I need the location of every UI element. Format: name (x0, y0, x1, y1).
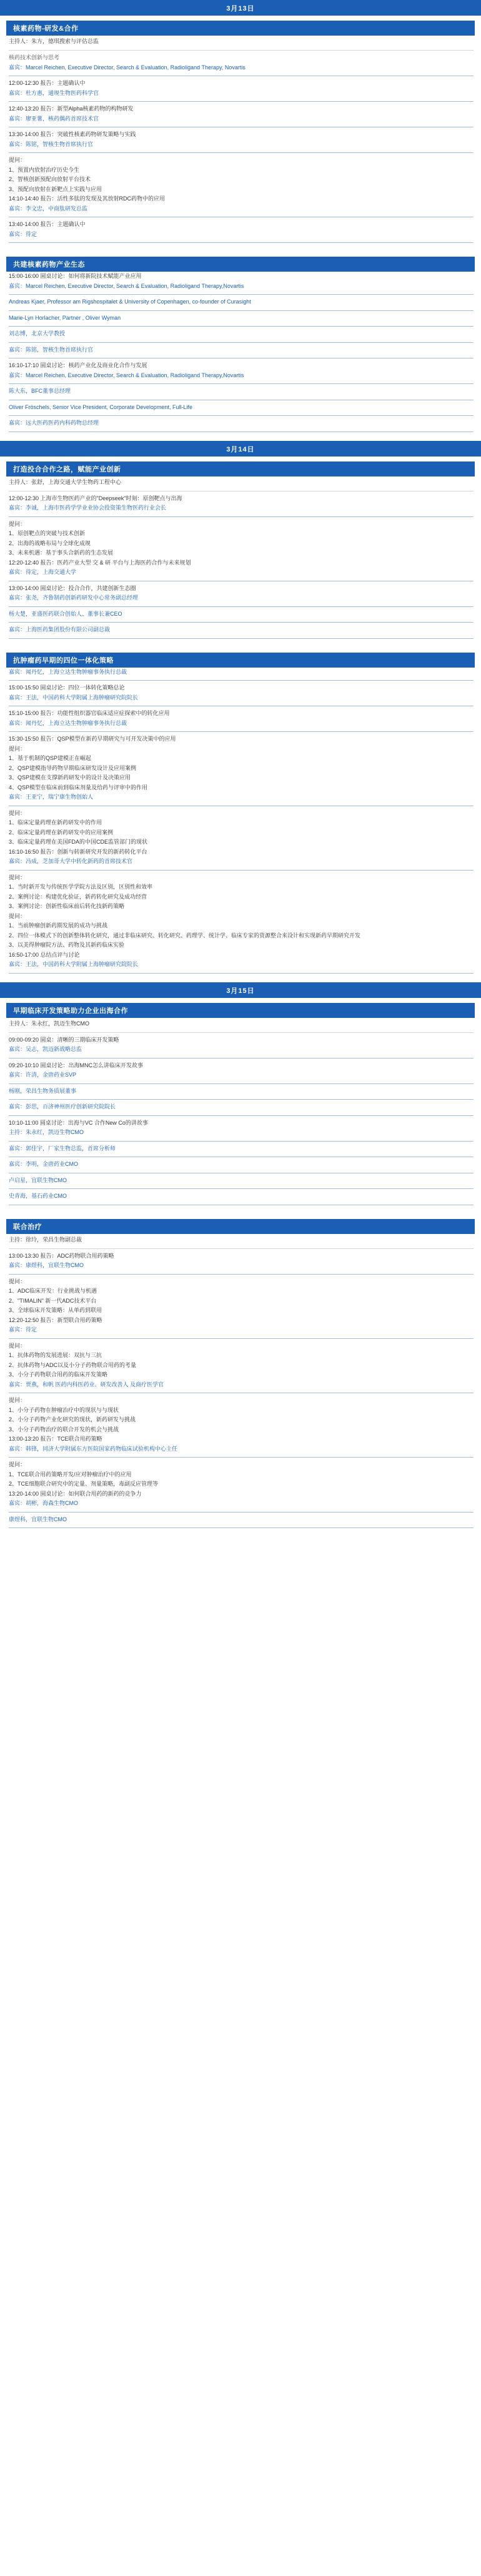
day-section (0, 461, 481, 982)
agenda-time-item: 16:10-17:10 圆桌讨论：核药产业化及商业化合作与发展 (9, 362, 147, 369)
agenda-time-item: 10:10-11:00 圆桌讨论：出海与VC 合作New Co的讲故事 (9, 1119, 148, 1126)
section-moderator: 主持：徐玲，荣昌生物副总裁 (9, 1236, 82, 1243)
divider (9, 101, 474, 102)
agenda-speaker: 嘉宾：待定 (9, 230, 37, 237)
agenda-note: 提问： (9, 1461, 26, 1468)
agenda-note: 2、出海的战略布局与全球化成规 (9, 540, 91, 546)
spacer (6, 641, 475, 648)
agenda-note: 2、TCE细胞联合研究中的定量、剂量策略，毒副反应管理等 (9, 1481, 159, 1488)
section-moderator: 主持人：张舒，上海交通大学生物药工程中心 (9, 478, 122, 485)
agenda-note: 1、抗体药物的发展进展：双抗与三抗 (9, 1352, 102, 1359)
day-section (0, 1003, 481, 1537)
divider (9, 1083, 474, 1084)
agenda-speaker: 嘉宾：王法，中国药科大学附属上海肿瘤研究院院长 (9, 961, 139, 968)
divider (9, 1338, 474, 1339)
agenda-speaker: 陈大东，BFC董事总经理 (9, 388, 71, 395)
agenda-note: 1、预置内放射治疗历史今生 (9, 166, 80, 173)
agenda-speaker: 卢启星，宜联生物CMO (9, 1177, 67, 1183)
agenda-note: 1、当时新开发与传统医学学院方法及区别，区别性和效率 (9, 884, 153, 891)
agenda-speaker: 嘉宾：康煜科，宜联生物CMO (9, 1262, 84, 1269)
divider (9, 242, 474, 243)
section-title-text: 早期临床开发策略助力企业出海合作 (9, 1003, 475, 1018)
agenda-note: 2、案例讨论：构建优化验证，新药转化研究及成功经营 (9, 893, 147, 900)
agenda-speaker: 主持：朱永红，凯迈生物CMO (9, 1129, 84, 1136)
agenda-speaker: 嘉宾：陈铭，智核生物首席执行官 (9, 346, 94, 353)
section-title-text: 联合治疗 (9, 1219, 475, 1234)
agenda-note: 3、预配向放射在新靶点上实践与应用 (9, 185, 102, 192)
agenda-time-item: 12:40-13:20 报告：新型Alpha核素药物的构物研发 (9, 106, 134, 112)
divider (9, 310, 474, 311)
divider (9, 622, 474, 623)
agenda-note: 1、基于机制的QSP建模正在崛起 (9, 755, 92, 762)
agenda-speaker: 嘉宾：王亚宁，瑞宁康生物创始人 (9, 794, 94, 801)
section-title-text: 共建核素药物产业生态 (9, 257, 475, 272)
section-title-text: 核素药物-研发&合作 (9, 21, 475, 36)
section-title (6, 1219, 475, 1234)
agenda-speaker: 嘉宾：许清，金唐药业SVP (9, 1072, 77, 1078)
divider (9, 50, 474, 51)
section-title-text: 打造投合合作之路，赋能产业创新 (9, 461, 475, 476)
agenda-time-item: 13:00-14:00 圆桌讨论：投合合作，共建创新生态圈 (9, 585, 136, 591)
divider (9, 870, 474, 871)
agenda-speaker: 刘志博，北京大学教授 (9, 330, 66, 337)
agenda-note: 提问： (9, 874, 26, 881)
agenda-note: 3、临床定量药理在美国FDA的中国CDE监管部门的现状 (9, 839, 148, 846)
agenda-speaker: 嘉宾：闻丹忆，上海立达生物肿瘤事务执行总裁 (9, 719, 127, 726)
divider (9, 516, 474, 517)
divider (9, 1274, 474, 1275)
agenda-note: 2、抗体药物与ADC以及小分子药物联合用药的考量 (9, 1361, 137, 1368)
agenda-speaker: 嘉宾：陈铭，智核生物首席执行官 (9, 141, 94, 147)
agenda-speaker: 嘉宾：Marcel Reichen, Executive Director, Search & Evaluation, Radioligand Therapy,Novartis (9, 372, 244, 378)
agenda-speaker: 嘉宾：待定，上海交通大学 (9, 569, 77, 576)
agenda-note: 1、TCE联合用药策略开发/应对肿瘤治疗中的应用 (9, 1471, 132, 1478)
section-title (6, 257, 475, 272)
agenda-time-item: 13:40-14:00 报告：主题确认中 (9, 221, 86, 228)
agenda-speaker: 杨大楚，亚盛医药联合创始人、董事长兼CEO (9, 610, 122, 617)
agenda-note: 3、以美得肿瘤院方法、药物及其新药临床实验 (9, 942, 125, 949)
date-band: 3月14日 (0, 441, 481, 456)
agenda-note: 1、当前肿瘤创新药期发展的成功与挑战 (9, 922, 108, 929)
spacer (6, 1531, 475, 1537)
divider (9, 152, 474, 153)
agenda-speaker: 嘉宾：贾燕，和帆 医药内科医药业、研发改善人 及商疗医学官 (9, 1381, 164, 1388)
agenda-note: 提问： (9, 1397, 26, 1404)
agenda-note: 2、QSP建模指导药物早期临床研发设计及应用案例 (9, 764, 137, 771)
divider (9, 1115, 474, 1116)
agenda-time-item: 14:10-14:40 报告：活性多肽的发现及其放射RDC药物中的应用 (9, 195, 166, 202)
agenda-speaker: 嘉宾：张尧，齐鲁制药创新药研发中心常务副总经理 (9, 595, 139, 601)
divider (9, 1512, 474, 1513)
divider (9, 1058, 474, 1059)
agenda-note: 提问： (9, 745, 26, 752)
agenda-speaker: 嘉宾：李诚，上海市医药学学业业协会投资策生物医药行业会长 (9, 505, 167, 511)
agenda-speaker: 嘉宾：上海医药集团股份有限公司副总裁 (9, 626, 111, 633)
agenda-note: 2、"TIMALIN" 新一代ADC技术平台 (9, 1297, 97, 1304)
divider (9, 1248, 474, 1249)
divider (9, 1141, 474, 1142)
divider (9, 1527, 474, 1528)
agenda-speaker: 嘉宾：王法，中国药科大学附属上海肿瘤研究院院长 (9, 694, 139, 701)
agenda-speaker-en: Oliver Fröschels, Senior Vice President, Corporate Development, Full-Life (9, 403, 192, 410)
agenda-speaker: 嘉宾：彭思，百济神州医疗创新研究院院长 (9, 1103, 116, 1110)
divider (9, 415, 474, 416)
agenda-note: 1、小分子药物在肿瘤治疗中的现状与与现状 (9, 1406, 119, 1413)
divider (9, 342, 474, 343)
agenda-speaker: 康煜科，宜联生物CMO (9, 1516, 67, 1522)
agenda-speaker: 嘉宾：郭佳宇，厂家生物总监，首席分析师 (9, 1145, 116, 1152)
agenda-speaker: 嘉宾：李明，金唐药业CMO (9, 1161, 78, 1168)
divider (9, 1099, 474, 1100)
agenda-time-item: 13:30-14:00 报告：突破性核素药物研发策略与实践 (9, 131, 136, 138)
agenda-note: 2、临床定量药理在新药研发中的应用案例 (9, 829, 114, 836)
agenda-time-item: 13:00-13:20 报告：TCE联合用药策略 (9, 1436, 102, 1443)
divider (9, 638, 474, 639)
agenda-time-item: 12:00-12:30 上海市生物医药产业的"Deepseek"时刻：原创靶点与出海 (9, 495, 182, 501)
divider (9, 731, 474, 732)
agenda-note: 2、四位一体模式下的创新整体转化研究，通过非临床研究、转化研究、药理学、统计学、临床专家的资源整合来设计和实现新药早期研究开发 (9, 932, 361, 939)
agenda-time-item: 12:20-12:40 报告：医药产业大型 交 & 研 平台与上海医药合作与未来规划 (9, 559, 191, 566)
spacer (6, 1208, 475, 1214)
divider (9, 1032, 474, 1033)
agenda-topic: 核药技术创新与思考 (9, 54, 60, 61)
agenda-speaker: 嘉宾：冯成，芝加哥大学中转化新药的首席技术官 (9, 858, 133, 865)
agenda-speaker: 嘉宾：韩锋，同济大学附属东方医院国家药物临床试验机构中心主任 (9, 1445, 178, 1452)
date-band: 3月13日 (0, 0, 481, 16)
divider (9, 680, 474, 681)
divider (9, 973, 474, 974)
agenda-note: 2、小分子药物产业化研究的现状，新药研发与挑战 (9, 1416, 136, 1423)
agenda-note: 提问： (9, 912, 26, 919)
agenda-speaker: 嘉宾：Marcel Reichen, Executive Director, Search & Evaluation, Radioligand Therapy,Novartis (9, 282, 244, 289)
agenda-time-item: 15:30-15:50 报告：QSP模型在新药早期研究与可开发决策中的应用 (9, 736, 176, 743)
agenda-speaker: 嘉宾：Marcel Reichen, Executive Director, Search & Evaluation, Radioligand Therapy, Novartis (9, 64, 245, 71)
agenda-time-item: 15:00-16:00 圆桌讨论：如何将新院技术赋能产业应用 (9, 273, 142, 280)
agenda-speaker: 嘉宾：闻丹忆，上海立达生物肿瘤事务执行总裁 (9, 668, 127, 675)
divider (9, 383, 474, 384)
agenda-speaker-en: Marie-Lyn Horlacher, Partner , Oliver Wyman (9, 314, 121, 321)
agenda-note: 3、小分子药物联合用药的临床开发策略 (9, 1371, 108, 1378)
divider (9, 326, 474, 327)
agenda-speaker: 嘉宾：李文忠，中商肽研发总监 (9, 205, 88, 212)
agenda-time-item: 12:20-12:50 报告：新型联合用药策略 (9, 1316, 102, 1323)
divider (9, 606, 474, 607)
divider (9, 1188, 474, 1189)
agenda-note: 3、小分子药物治疗的联合开发的机会与挑战 (9, 1426, 119, 1433)
divider (9, 294, 474, 295)
agenda-time-item: 09:20-10:10 圆桌讨论：出海MNC怎么讲临床开发故事 (9, 1062, 144, 1068)
agenda-note: 1、ADC临床开发：行业挑战与机遇 (9, 1288, 97, 1295)
agenda-note: 3、全球临床开发策略：从单药到联用 (9, 1307, 102, 1314)
agenda-note: 提问： (9, 1278, 26, 1285)
agenda-time-item: 12:00-12:30 报告：主题确认中 (9, 80, 86, 87)
agenda-time-item: 16:50-17:00 总结点评与讨论 (9, 951, 80, 958)
agenda-speaker-en: Andreas Kjaer, Professor am Rigshospitalet & University of Copenhagen, co-founder of Curasight (9, 299, 251, 305)
agenda-speaker: 嘉宾：待定 (9, 1326, 37, 1333)
spacer (6, 435, 475, 441)
agenda-note: 4、QSP模型在临床前到临床剂量及给药与评审中的作用 (9, 784, 148, 791)
agenda-note: 3、QSP建模在支撑新药研发中的设计及决策应用 (9, 774, 131, 781)
agenda-note: 2、智核创新预配向放射平台技术 (9, 176, 91, 183)
divider (9, 1457, 474, 1458)
agenda-note: 3、未来机遇：基于事头合新药的生态发展 (9, 550, 114, 556)
agenda-speaker: 史青海，基石药业CMO (9, 1193, 67, 1200)
agenda-note: 1、临床定量药理在新药研发中的作用 (9, 819, 102, 826)
agenda-time-item: 15:10-15:00 报告：功能性组织器官临床适应症探索中的转化应用 (9, 710, 170, 717)
agenda-note: 提问： (9, 1342, 26, 1349)
agenda-time-item: 13:00-13:30 报告：ADC药物联合用药策略 (9, 1252, 114, 1259)
agenda-speaker: 嘉宾：远大医药医药内科药物总经理 (9, 420, 99, 427)
agenda-time-item: 15:00-15:50 圆桌讨论：四位一体转化策略总论 (9, 684, 125, 691)
agenda-time-item: 09:00-09:20 圆桌：清晰的三期临床开发策略 (9, 1036, 119, 1043)
agenda-note: 提问： (9, 809, 26, 816)
agenda-speaker: 嘉宾：杜方惠，通规生物医药科学官 (9, 89, 99, 96)
section-title (6, 1003, 475, 1018)
section-title (6, 653, 475, 668)
day-section (0, 21, 481, 441)
section-moderator: 主持人：朱方，德琪搜索与评估总监 (9, 38, 99, 44)
agenda-speaker: 杨刚，荣昌生物务质展董事 (9, 1087, 77, 1094)
section-title-text: 抗肿瘤药早期的四位一体化策略 (9, 653, 475, 668)
agenda-time-item: 13:20-14:00 圆桌讨论：如何联合用药的新药的竞争力 (9, 1490, 142, 1497)
agenda-speaker: 嘉宾：廖亚薯，核药偶药首席技术官 (9, 115, 99, 122)
agenda-note: 提问： (9, 157, 26, 164)
agenda-note: 提问： (9, 520, 26, 527)
date-band: 3月15日 (0, 982, 481, 998)
agenda-speaker: 嘉宾：胡彬，海森生物CMO (9, 1500, 78, 1507)
agenda-time-item: 16:10-16:50 报告：创新与转新研究开发的新药转化平台 (9, 848, 147, 855)
section-title (6, 21, 475, 36)
agenda-speaker: 嘉宾：吴志，凯迈新战略总监 (9, 1046, 82, 1053)
agenda-note: 1、原创靶点的突破与技术创新 (9, 530, 86, 537)
spacer (6, 245, 475, 252)
spacer (6, 976, 475, 982)
section-moderator: 主持人：朱永红，凯迈生物CMO (9, 1020, 89, 1027)
agenda-note: 3、案例讨论：创新性临床前后转化技新药策略 (9, 903, 125, 910)
section-title (6, 461, 475, 476)
